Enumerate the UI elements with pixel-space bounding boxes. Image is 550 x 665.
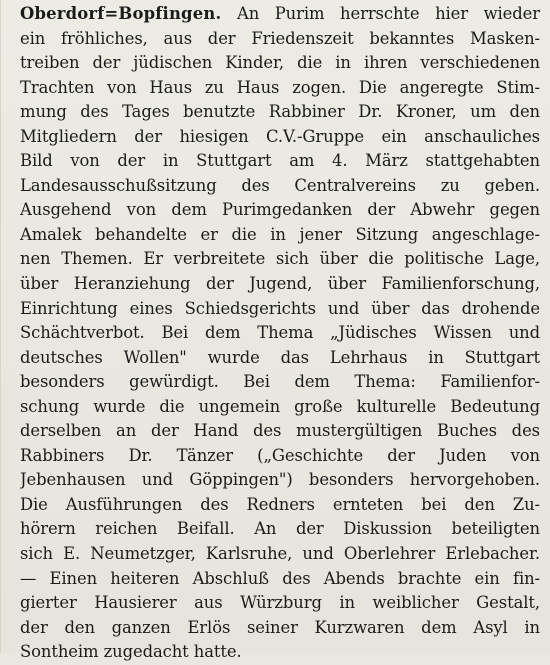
article-line-1 (20, 2, 540, 27)
article-line-13: Einrichtung eines Schiedsgerichts und über das drohende (20, 298, 540, 318)
article-body (20, 2, 540, 665)
article-line-5: mung des Tages benutzte Rabbiner Dr. Kroner, um den (20, 102, 540, 122)
article-line-10: Amalek behandelte er die in jener Sitzung angeschlage- (20, 224, 540, 244)
article-line-20: Jebenhausen und Göppingen") besonders hervorgehoben. (20, 470, 540, 490)
article-line-7: Bild von der in Stuttgart am 4. März stattgehabten (20, 151, 540, 171)
article-line-4: Trachten von Haus zu Haus zogen. Die angeregte Stim- (20, 77, 540, 97)
article-line-16: besonders gewürdigt. Bei dem Thema: Familienfor- (20, 372, 540, 392)
article-line-15: deutsches Wollen" wurde das Lehrhaus in Stuttgart (20, 347, 540, 367)
article-line-24: — Einen heiteren Abschluß des Abends brachte ein fin- (20, 568, 540, 588)
article-line-12: über Heranziehung der Jugend, über Familienforschung, (20, 274, 540, 294)
article-line-25: gierter Hausierer aus Würzburg in weiblicher Gestalt, (20, 593, 540, 613)
article-line-23: sich E. Neumetzger, Karlsruhe, und Oberlehrer Erlebacher. (20, 544, 540, 564)
article-line-27: Sontheim zugedacht hatte. (20, 642, 242, 662)
article-line-6: Mitgliedern der hiesigen C.V.-Gruppe ein anschauliches (20, 126, 540, 146)
article-line-1-text: An Purim herrschte hier wieder (236, 4, 540, 23)
article-line-26: der den ganzen Erlös seiner Kurzwaren dem Asyl in (20, 617, 540, 637)
article-line-19: Rabbiners Dr. Tänzer („Geschichte der Juden von (20, 445, 540, 465)
article-heading: Oberdorf=Bopfingen. (20, 4, 222, 23)
article-line-18: derselben an der Hand des mustergültigen Buches des (20, 421, 540, 441)
article-line-2: ein fröhliches, aus der Friedenszeit bekanntes Masken- (20, 28, 540, 48)
article-line-8: Landesausschußsitzung des Centralvereins zu geben. (20, 175, 540, 195)
article-line-3: treiben der jüdischen Kinder, die in ihren verschiedenen (20, 53, 540, 73)
article-line-14: Schächtverbot. Bei dem Thema „Jüdisches Wissen und (20, 323, 540, 343)
article-line-17: schung wurde die ungemein große kulturelle Bedeutung (20, 396, 540, 416)
article-line-9: Ausgehend von dem Purimgedanken der Abwehr gegen (20, 200, 540, 220)
article-line-21: Die Ausführungen des Redners ernteten bei den Zu- (20, 494, 540, 514)
article-line-22: hörern reichen Beifall. An der Diskussion beteiligten (20, 519, 540, 539)
article-line-11: nen Themen. Er verbreitete sich über die politische Lage, (20, 249, 540, 269)
